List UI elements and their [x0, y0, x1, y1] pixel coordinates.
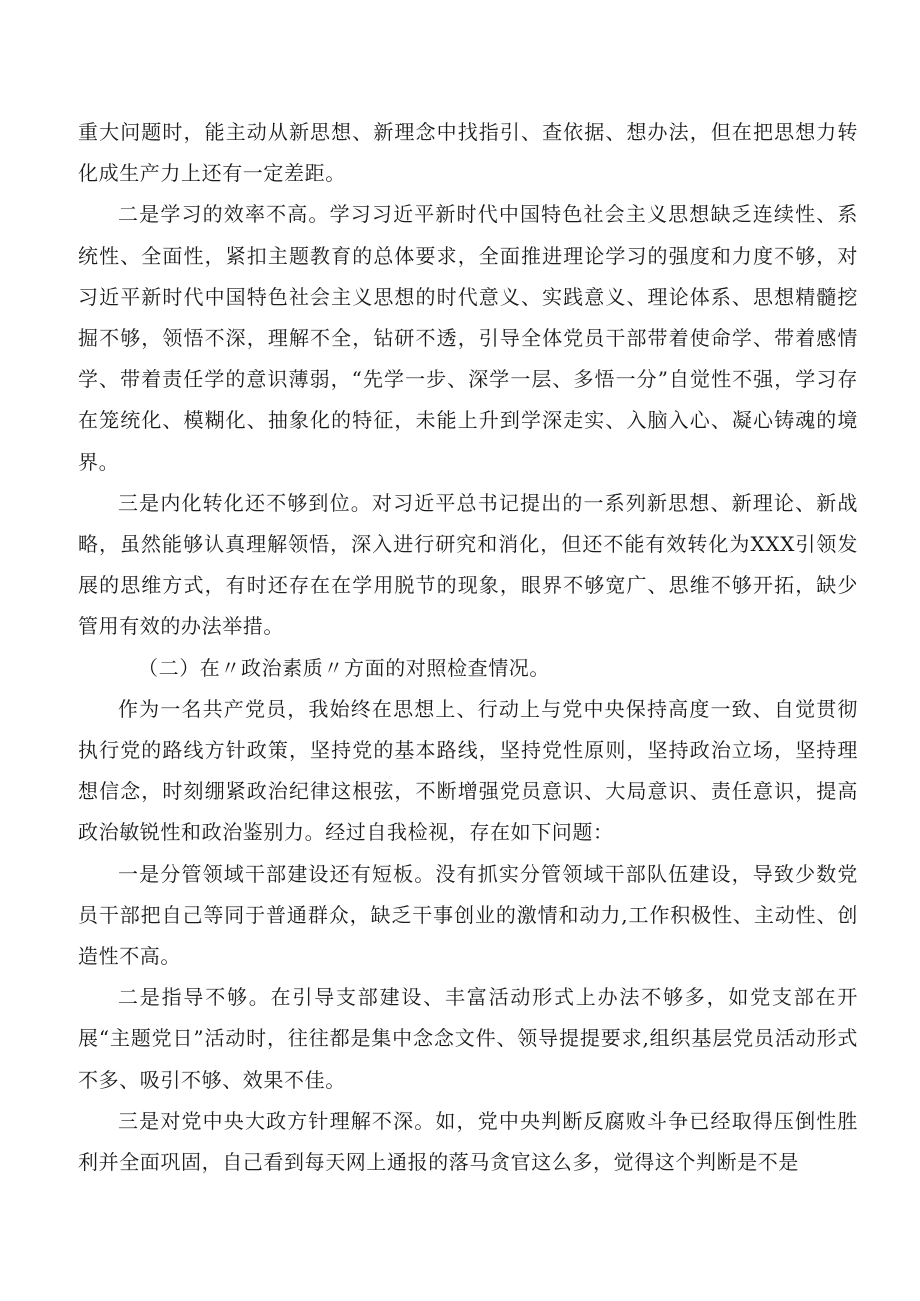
paragraph-learning-efficiency: 二是学习的效率不高。学习习近平新时代中国特色社会主义思想缺乏连续性、系统性、全面性，紧扣主题教育的总体要求，全面推进理论学习的强度和力度不够，对习近平新时代中国特色社会主义思想的时代意义、实践意义、理论体系、思想精髓挖掘不够，领悟不深，理解不全，钻研不透，引导全体党员干部带着使命学、带着感情学、带着责任学的意识薄弱，“先学一步、深学一层、多悟一分”自觉性不强，学习存在笼统化、模糊化、抽象化的特征，未能上升到学深走实、入脑入心、凝心铸魂的境界。 — [78, 202, 858, 474]
paragraph-political-intro: 作为一名共产党员，我始终在思想上、行动上与党中央保持高度一致、自觉贯彻执行党的路线方针政策，坚持党的基本路线，坚持党性原则，坚持政治立场，坚持理想信念，时刻绷紧政治纪律这根弦，不断增强党员意识、大局意识、责任意识，提高政治敏锐性和政治鉴别力。经过自我检视，存在如下问题： — [78, 696, 858, 845]
document-body — [78, 112, 858, 1183]
paragraph-continuation: 重大问题时，能主动从新思想、新理念中找指引、查依据、想办法，但在把思想力转化成生产力上还有一定差距。 — [78, 120, 858, 186]
paragraph-policy-understanding: 三是对党中央大政方针理解不深。如，党中央判断反腐败斗争已经取得压倒性胜利并全面巩固，自己看到每天网上通报的落马贪官这么多，觉得这个判断是不是 — [78, 1108, 858, 1175]
section-heading-political-quality: （二）在〃政治素质〃方面的对照检查情况。 — [138, 655, 550, 680]
paragraph-internalization: 三是内化转化还不够到位。对习近平总书记提出的一系列新思想、新理论、新战略，虽然能够认真理解领悟，深入进行研究和消化，但还不能有效转化为XXX引领发展的思维方式，有时还存在在学用脱节的现象，眼界不够宽广、思维不够开拓，缺少管用有效的办法举措。 — [78, 490, 858, 639]
paragraph-cadre-building: 一是分管领域干部建设还有短板。没有抓实分管领域干部队伍建设，导致少数党员干部把自己等同于普通群众，缺乏干事创业的激情和动力,工作积极性、主动性、创造性不高。 — [78, 861, 858, 969]
paragraph-guidance: 二是指导不够。在引导支部建设、丰富活动形式上办法不够多，如党支部在开展“主题党日”活动时，往往都是集中念念文件、领导提提要求,组织基层党员活动形式不多、吸引不够、效果不佳。 — [78, 985, 858, 1092]
